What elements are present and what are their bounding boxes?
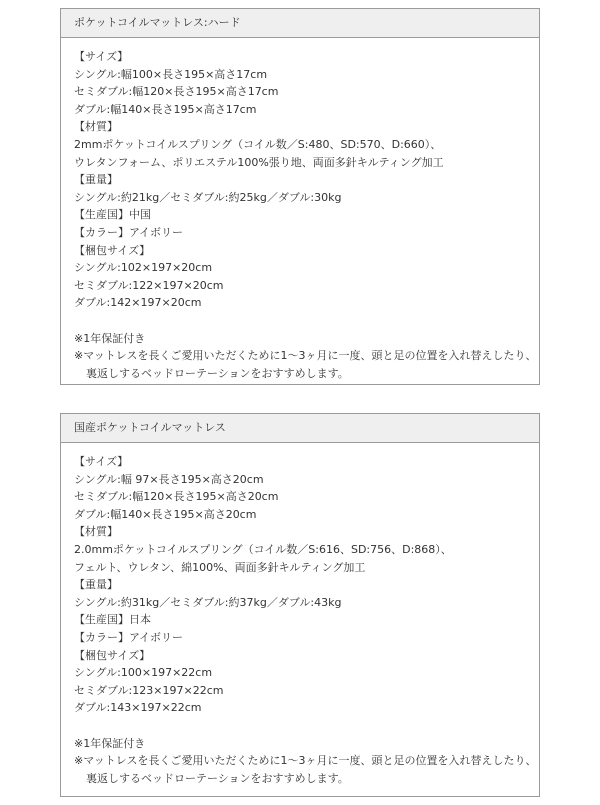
rotation-note-line-1: ※マットレスを長くご愛用いただくために1～3ヶ月に一度、頭と足の位置を入れ替えしたり、	[74, 754, 537, 768]
weight-values: シングル:約31kg／セミダブル:約37kg／ダブル:43kg	[74, 595, 342, 609]
package-semidouble: セミダブル:123×197×22cm	[74, 683, 224, 697]
size-heading: 【サイズ】	[74, 455, 129, 468]
panel-title: 国産ポケットコイルマットレス	[61, 414, 539, 443]
package-single: シングル:102×197×20cm	[74, 261, 213, 275]
rotation-note-line-2: 裏返しするベッドローテーションをおすすめします。	[86, 771, 349, 785]
weight-heading: 【重量】	[74, 578, 118, 592]
material-line-2: ウレタンフォーム、ポリエステル100%張り地、両面多針キルティング加工	[74, 155, 444, 169]
origin: 【生産国】日本	[74, 613, 151, 627]
material-heading: 【材質】	[74, 120, 118, 134]
weight-heading: 【重量】	[74, 173, 118, 187]
size-heading: 【サイズ】	[74, 50, 129, 63]
spec-panel-domestic-mattress	[60, 413, 540, 797]
material-line-2: フェルト、ウレタン、綿100%、両面多針キルティング加工	[74, 560, 366, 574]
color: 【カラー】アイボリー	[74, 225, 184, 239]
material-heading: 【材質】	[74, 525, 118, 539]
color: 【カラー】アイボリー	[74, 630, 184, 644]
size-double: ダブル:幅140×長さ195×高さ17cm	[74, 102, 257, 116]
size-single: シングル:幅 97×長さ195×高さ20cm	[74, 472, 264, 486]
origin: 【生産国】中国	[74, 208, 151, 222]
package-single: シングル:100×197×22cm	[74, 666, 213, 680]
package-heading: 【梱包サイズ】	[74, 648, 151, 662]
warranty-note: ※1年保証付き	[74, 736, 146, 750]
package-semidouble: セミダブル:122×197×20cm	[74, 278, 224, 292]
material-line-1: 2mmポケットコイルスプリング（コイル数／S:480、SD:570、D:660）、	[74, 137, 442, 151]
warranty-note: ※1年保証付き	[74, 331, 146, 345]
size-double: ダブル:幅140×長さ195×高さ20cm	[74, 507, 257, 521]
package-heading: 【梱包サイズ】	[74, 243, 151, 257]
rotation-note-line-1: ※マットレスを長くご愛用いただくために1～3ヶ月に一度、頭と足の位置を入れ替えしたり、	[74, 349, 537, 363]
spacer	[74, 717, 539, 735]
spacer	[74, 312, 539, 330]
spec-body	[61, 38, 539, 382]
panel-title: ポケットコイルマットレス:ハード	[61, 9, 539, 38]
size-semidouble: セミダブル:幅120×長さ195×高さ17cm	[74, 85, 279, 99]
spec-panel-hard-mattress	[60, 8, 540, 385]
rotation-note-line-2: 裏返しするベッドローテーションをおすすめします。	[86, 366, 349, 380]
weight-values: シングル:約21kg／セミダブル:約25kg／ダブル:30kg	[74, 190, 342, 204]
size-single: シングル:幅100×長さ195×高さ17cm	[74, 67, 268, 81]
size-semidouble: セミダブル:幅120×長さ195×高さ20cm	[74, 490, 279, 504]
spec-body	[61, 443, 539, 787]
package-double: ダブル:143×197×22cm	[74, 701, 202, 715]
package-double: ダブル:142×197×20cm	[74, 296, 202, 310]
material-line-1: 2.0mmポケットコイルスプリング（コイル数／S:616、SD:756、D:868）、	[74, 542, 452, 556]
